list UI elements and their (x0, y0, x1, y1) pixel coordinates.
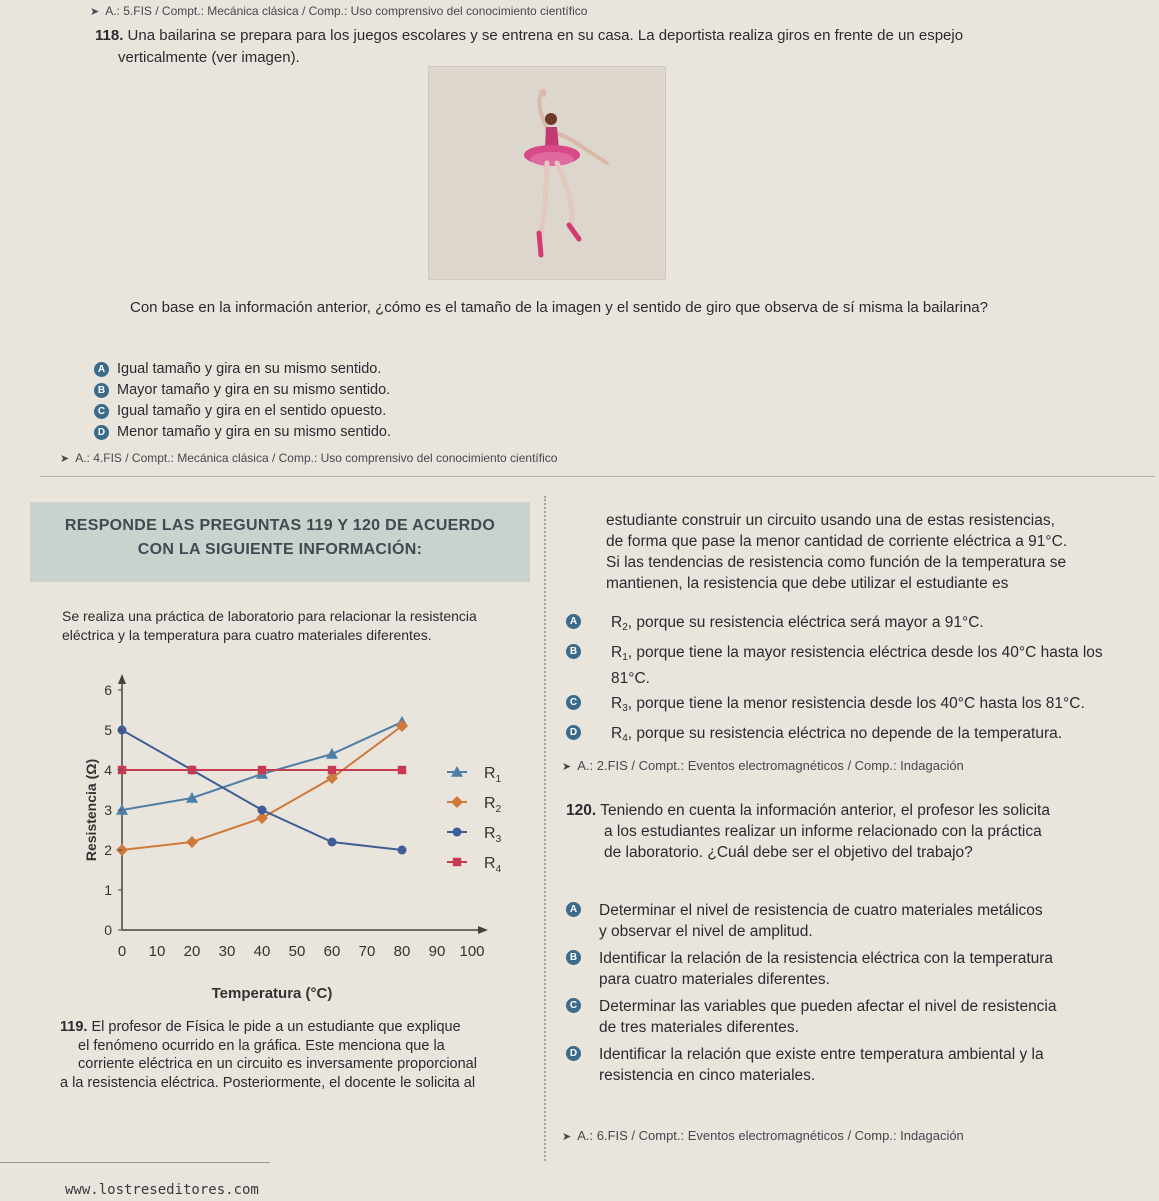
q120-option-d-line2: resistencia en cinco materiales. (599, 1067, 816, 1084)
x-tick-label: 70 (358, 943, 376, 960)
option-badge-d: D (566, 1046, 581, 1061)
q118-option-c-text: Igual tamaño y gira en el sentido opuesto. (117, 403, 387, 419)
resistor-label: R (611, 644, 623, 661)
q120-option-c[interactable] (566, 996, 1146, 1038)
resistor-label: R (611, 614, 623, 631)
arrow-icon: ➤ (562, 1131, 572, 1143)
x-tick-label: 100 (459, 943, 485, 960)
q119-line3: corriente eléctrica en un circuito es inversamente proporcional (78, 1056, 477, 1072)
option-badge-a: A (94, 362, 109, 377)
option-badge-a: A (566, 614, 581, 629)
q118-text-line2: verticalmente (ver imagen). (118, 49, 300, 66)
chart-axes (118, 674, 488, 934)
q118-option-a[interactable] (94, 360, 614, 378)
q120-option-b[interactable] (566, 948, 1146, 990)
q120-statement (566, 800, 1126, 863)
x-tick-label: 30 (218, 943, 236, 960)
ballerina-image (428, 66, 666, 280)
y-tick-label: 3 (104, 802, 112, 818)
resistance-chart (72, 660, 542, 1010)
legend-label-r3: $R_3$ (484, 825, 502, 845)
column-separator (544, 496, 546, 1161)
q118-option-b-text: Mayor tamaño y gira en su mismo sentido. (117, 382, 391, 398)
q119-line2: el fenómeno ocurrido en la gráfica. Este menciona que la (78, 1037, 445, 1054)
q118-option-d[interactable] (94, 423, 614, 441)
q120-line2: a los estudiantes realizar un informe relacionado con la práctica (604, 823, 1042, 840)
q120-option-b-line2: para cuatro materiales diferentes. (599, 971, 830, 988)
x-tick-label: 50 (288, 943, 306, 960)
y-tick-label: 6 (104, 682, 112, 698)
x-tick-label: 20 (183, 943, 201, 960)
legend-marker-r2 (451, 796, 463, 808)
q119-option-a-text (611, 612, 984, 638)
q118-option-b[interactable] (94, 381, 614, 399)
q120-option-c-line2: de tres materiales diferentes. (599, 1019, 799, 1036)
q119-answer-key (562, 758, 964, 773)
q118-question: Con base en la información anterior, ¿cómo es el tamaño de la imagen y el sentido de giro que observa de sí misma la bailarina? (130, 299, 988, 316)
q118-answer-key-text: A.: 4.FIS / Compt.: Mecánica clásica / Comp.: Uso comprensivo del conocimiento científico (75, 451, 558, 465)
q120-option-b-text (599, 948, 1053, 990)
q119-option-b-body: , porque tiene la mayor resistencia eléctrica desde los 40°C hasta los 81°C. (611, 644, 1103, 687)
q119-option-b[interactable] (566, 642, 1126, 689)
y-axis-arrow-icon (118, 674, 126, 684)
legend-marker-r3 (453, 828, 462, 837)
q118-option-a-text: Igual tamaño y gira en su mismo sentido. (117, 361, 382, 377)
series-line-r3 (122, 730, 402, 850)
y-tick-label: 4 (104, 762, 112, 778)
x-tick-label: 90 (428, 943, 446, 960)
legend-label-r1: $R_1$ (484, 765, 502, 785)
data-point-r3 (328, 838, 337, 847)
chart-legend (447, 765, 502, 875)
q119-line1: El profesor de Física le pide a un estudiante que explique (91, 1019, 461, 1035)
section-banner (30, 502, 530, 582)
q119-continuation (606, 510, 1156, 594)
q119-option-c-body: , porque tiene la menor resistencia desde los 40°C hasta los 81°C. (627, 695, 1085, 712)
data-point-r4 (188, 766, 196, 774)
q120-option-d[interactable] (566, 1044, 1146, 1086)
y-tick-label: 2 (104, 842, 112, 858)
q119-option-a-body: , porque su resistencia eléctrica será mayor a 91°C. (627, 614, 984, 631)
q118-text-line1: Una bailarina se prepara para los juegos escolares y se entrena en su casa. La deportista realiza giros en frente de un espejo (127, 27, 964, 44)
q120-option-a-line2: y observar el nivel de amplitud. (599, 923, 813, 940)
banner-line2: CON LA SIGUIENTE INFORMACIÓN: (137, 541, 423, 558)
q119-cont-line3: Si las tendencias de resistencia como función de la temperatura se (606, 554, 1067, 571)
arrow-icon: ➤ (60, 453, 70, 465)
q120-line1: Teniendo en cuenta la información anterior, el profesor les solicita (600, 802, 1050, 819)
y-tick-label: 0 (104, 922, 112, 938)
data-point-r4 (398, 766, 406, 774)
arrow-icon: ➤ (562, 761, 572, 773)
legend-label-r2: $R_2$ (484, 795, 502, 815)
data-point-r2 (186, 836, 198, 848)
data-point-r4 (328, 766, 336, 774)
top-answer-key (90, 4, 1150, 18)
q119-option-c-text (611, 693, 1111, 719)
ballerina-figure (429, 67, 665, 279)
q119-option-d-body: , porque su resistencia eléctrica no depende de la temperatura. (627, 725, 1063, 742)
q118-answer-key (60, 451, 557, 465)
q119-option-c[interactable] (566, 693, 1126, 719)
q120-option-b-line1: Identificar la relación de la resistencia eléctrica con la temperatura (599, 950, 1054, 967)
q120-option-c-text (599, 996, 1057, 1038)
series-line-r2 (122, 726, 402, 850)
q119-cont-line4: mantienen, la resistencia que debe utilizar el estudiante es (606, 575, 1009, 592)
data-point-r1 (326, 748, 338, 759)
x-tick-label: 0 (117, 943, 127, 960)
resistor-label: R (611, 725, 623, 742)
q120-option-c-line1: Determinar las variables que pueden afectar el nivel de resistencia (599, 998, 1057, 1015)
q120-options (566, 900, 1146, 1086)
legend-label-r4: $R_4$ (484, 855, 502, 875)
option-badge-c: C (566, 998, 581, 1013)
resistor-sub: 1 (622, 652, 628, 663)
q118-option-c[interactable] (94, 402, 614, 420)
arrow-icon: ➤ (90, 6, 100, 18)
data-point-r3 (398, 846, 407, 855)
q118-option-d-text: Menor tamaño y gira en su mismo sentido. (117, 424, 392, 440)
resistor-label: R (611, 695, 623, 712)
x-axis-label: Temperatura (°C) (211, 985, 333, 1002)
option-badge-b: B (94, 383, 109, 398)
q120-option-d-text (599, 1044, 1044, 1086)
resistor-sub: 2 (622, 622, 628, 633)
resistor-sub: 4 (622, 733, 628, 744)
info-text-line1: Se realiza una práctica de laboratorio para relacionar la resistencia (62, 608, 477, 624)
info-text (62, 607, 542, 645)
q119-option-a[interactable] (566, 612, 1126, 638)
q118-statement (95, 26, 1155, 45)
q119-option-b-text (611, 642, 1111, 689)
q120-line3: de laboratorio. ¿Cuál debe ser el objetivo del trabajo? (604, 844, 973, 861)
x-tick-label: 80 (393, 943, 411, 960)
x-tick-label: 10 (148, 943, 166, 960)
data-point-r4 (258, 766, 266, 774)
q119-answer-key-text: A.: 2.FIS / Compt.: Eventos electromagnéticos / Comp.: Indagación (577, 758, 964, 773)
section-divider (40, 476, 1155, 477)
q119-number: 119. (60, 1019, 88, 1035)
option-badge-c: C (94, 404, 109, 419)
q119-statement (60, 1018, 540, 1092)
q120-option-a[interactable] (566, 900, 1146, 942)
q118-number: 118. (95, 27, 124, 44)
footer-rule (0, 1162, 270, 1163)
top-answer-key-text: A.: 5.FIS / Compt.: Mecánica clásica / Comp.: Uso comprensivo del conocimiento científico (105, 4, 588, 18)
q119-line4: a la resistencia eléctrica. Posteriormente, el docente le solicita al (60, 1074, 476, 1091)
y-tick-label: 5 (104, 722, 112, 738)
q119-option-d-text (611, 723, 1062, 749)
option-badge-a: A (566, 902, 581, 917)
x-tick-label: 40 (253, 943, 271, 960)
option-badge-d: D (94, 425, 109, 440)
q119-cont-line2: de forma que pase la menor cantidad de corriente eléctrica a 91°C. (606, 533, 1068, 550)
y-tick-label: 1 (104, 882, 112, 898)
resistor-sub: 3 (622, 703, 628, 714)
q119-options (566, 612, 1126, 749)
x-axis-arrow-icon (478, 926, 488, 934)
q118-options (94, 360, 614, 441)
footer-url: www.lostreseditores.com (65, 1182, 259, 1198)
legend-marker-r4 (453, 858, 461, 866)
q120-answer-key (562, 1128, 964, 1143)
q119-cont-line1: estudiante construir un circuito usando una de estas resistencias, (606, 512, 1055, 529)
q120-option-d-line1: Identificar la relación que existe entre temperatura ambiental y la (599, 1046, 1044, 1063)
banner-line1: RESPONDE LAS PREGUNTAS 119 Y 120 DE ACUERDO (64, 517, 496, 534)
option-badge-b: B (566, 950, 581, 965)
option-badge-b: B (566, 644, 581, 659)
y-axis-label: Resistencia (Ω) (83, 758, 99, 862)
q120-answer-key-text: A.: 6.FIS / Compt.: Eventos electromagnéticos / Comp.: Indagación (577, 1128, 964, 1143)
q120-option-a-line1: Determinar el nivel de resistencia de cuatro materiales metálicos (599, 902, 1043, 919)
x-tick-label: 60 (323, 943, 341, 960)
q120-number: 120. (566, 802, 597, 819)
option-badge-d: D (566, 725, 581, 740)
data-point-r3 (258, 806, 267, 815)
q119-option-d[interactable] (566, 723, 1126, 749)
info-text-line2: eléctrica y la temperatura para cuatro materiales diferentes. (62, 627, 432, 643)
chart-svg (72, 660, 542, 1010)
option-badge-c: C (566, 695, 581, 710)
q120-option-a-text (599, 900, 1043, 942)
